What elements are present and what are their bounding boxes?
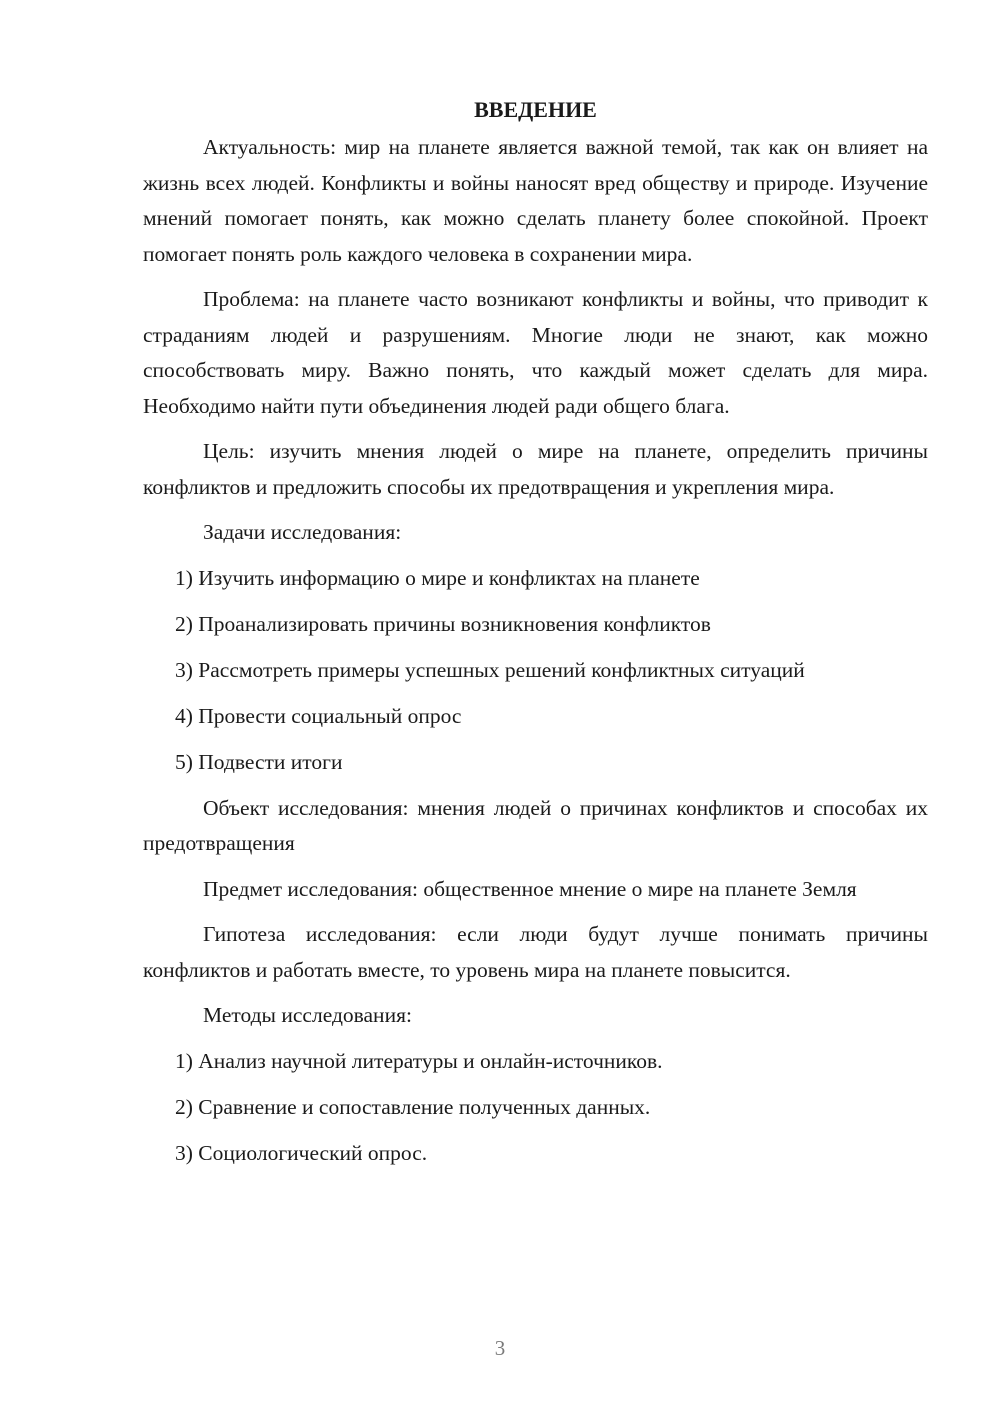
hypothesis-paragraph: Гипотеза исследования: если люди будут лучше понимать причины конфликтов и работать вместе, то уровень мира на планете повысится. xyxy=(143,922,928,982)
page-number: 3 xyxy=(494,1336,506,1360)
list-item: 2) Сравнение и сопоставление полученных данных. xyxy=(175,1094,651,1119)
tasks-heading: Задачи исследования: xyxy=(203,520,402,544)
section-title: ВВЕДЕНИЕ xyxy=(474,97,597,122)
list-item: 3) Рассмотреть примеры успешных решений конфликтных ситуаций xyxy=(175,657,805,682)
methods-heading: Методы исследования: xyxy=(203,1003,412,1027)
list-item: 4) Провести социальный опрос xyxy=(175,703,462,728)
list-item: 2) Проанализировать причины возникновения конфликтов xyxy=(175,611,711,636)
document-page xyxy=(143,92,928,1182)
subject-paragraph: Предмет исследования: общественное мнение о мире на планете Земля xyxy=(203,876,857,901)
list-item: 3) Социологический опрос. xyxy=(175,1140,428,1165)
object-paragraph: Объект исследования: мнения людей о причинах конфликтов и способах их предотвращения xyxy=(143,795,928,855)
tasks-list xyxy=(143,561,928,781)
relevance-paragraph: Актуальность: мир на планете является важной темой, так как он влияет на жизнь всех людей. Конфликты и войны наносят вред обществу и природе. Изучение мнений помогает понять, как можно сделать планету более спокойной. Проект помогает понять роль каждого человека в сохранении мира. xyxy=(143,135,928,266)
methods-list xyxy=(143,1044,928,1172)
problem-paragraph: Проблема: на планете часто возникают конфликты и войны, что приводит к страданиям людей и разрушениям. Многие люди не знают, как можно способствовать миру. Важно понять, что каждый может сделать для мира. Необходимо найти пути объединения людей ради общего блага. xyxy=(143,287,928,418)
list-item: 5) Подвести итоги xyxy=(175,749,343,774)
list-item: 1) Изучить информацию о мире и конфликтах на планете xyxy=(175,565,700,590)
goal-paragraph: Цель: изучить мнения людей о мире на планете, определить причины конфликтов и предложить способы их предотвращения и укрепления мира. xyxy=(143,439,928,499)
list-item: 1) Анализ научной литературы и онлайн-источников. xyxy=(175,1048,663,1073)
